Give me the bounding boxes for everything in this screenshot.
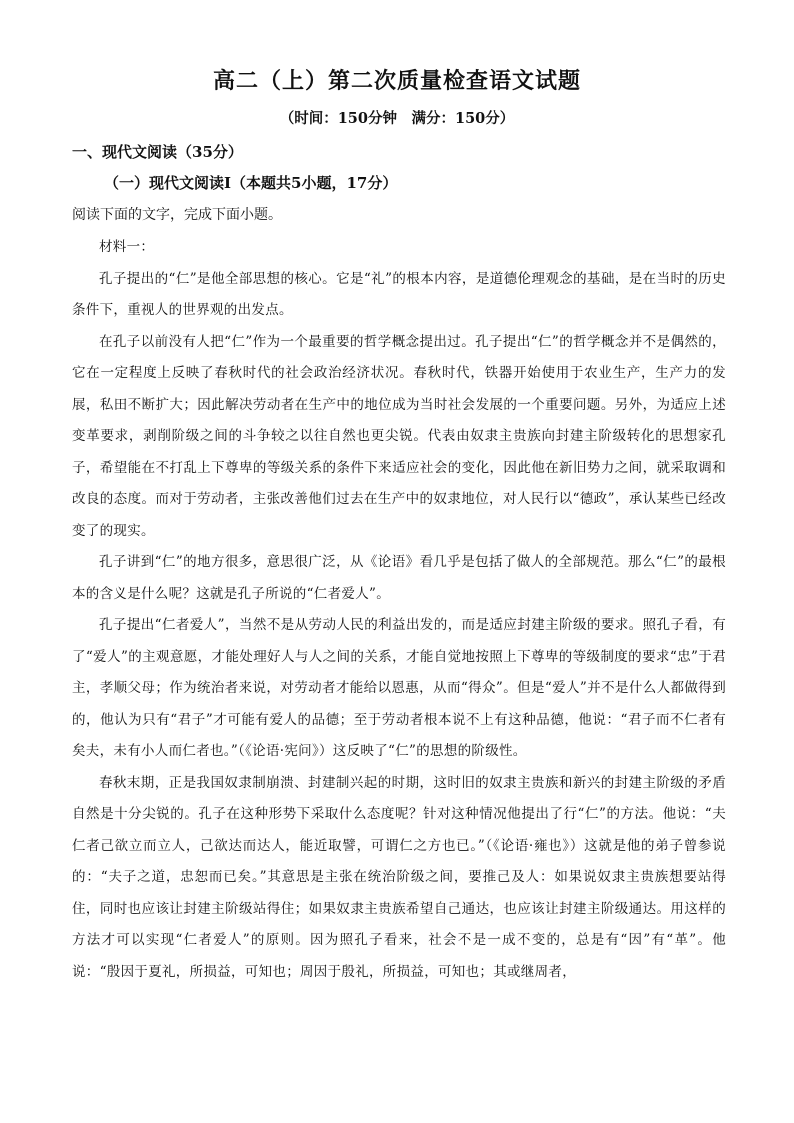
page-title: 高二（上）第二次质量检查语文试题 [212, 68, 581, 94]
passage-paragraph: 在孔子以前没有人把“仁”作为一个最重要的哲学概念提出过。孔子提出“仁”的哲学概念并不是偶然的，它在一定程度上反映了春秋时代的社会政治经济状况。春秋时代，铁器开始使用于农业生产，生产力的发展，私田不断扩大；因此解决劳动者在生产中的地位成为当时社会发展的一个重要问题。另外，为适应上述变革要求，剥削阶级之间的斗争较之以往自然也更尖锐。代表由奴隶主贵族向封建主阶级转化的思想家孔子，希望能在不打乱上下尊卑的等级关系的条件下来适应社会的变化，因此他在新旧势力之间，就采取调和改良的态度。而对于劳动者，主张改善他们过去在生产中的奴隶地位，对人民行以“德政”，承认某些已经改变了的现实。 [72, 333, 726, 539]
instruction-text: 阅读下面的文字，完成下面小题。 [72, 207, 282, 223]
section-heading: 一、现代文阅读（35分） [72, 143, 243, 161]
subsection-heading: （一）现代文阅读Ⅰ（本题共5小题，17分） [104, 174, 398, 192]
passage-paragraph: 孔子提出的“仁”是他全部思想的核心。它是“礼”的根本内容，是道德伦理观念的基础，是在当时的历史条件下，重视人的世界观的出发点。 [72, 270, 726, 318]
exam-time-and-score: （时间：150分钟 满分：150分） [279, 110, 515, 127]
reading-passage [72, 232, 726, 988]
material-label: 材料一： [99, 239, 155, 255]
passage-paragraph: 孔子提出“仁者爱人”，当然不是从劳动人民的利益出发的，而是适应封建主阶级的要求。照孔子看，有了“爱人”的主观意愿，才能处理好人与人之间的关系，才能自觉地按照上下尊卑的等级制度的要求“忠”于君主，孝顺父母；作为统治者来说，对劳动者才能给以恩惠，从而“得众”。但是“爱人”并不是什么人都做得到的，他认为只有“君子”才可能有爱人的品德；至于劳动者根本说不上有这种品德，他说：“君子而不仁者有矣夫，未有小人而仁者也。”（《论语·宪问》）这反映了“仁”的思想的阶级性。 [72, 617, 726, 759]
passage-paragraph: 孔子讲到“仁”的地方很多，意思很广泛，从《论语》看几乎是包括了做人的全部规范。那么“仁”的最根本的含义是什么呢？这就是孔子所说的“仁者爱人”。 [72, 554, 726, 602]
passage-paragraph: 春秋末期，正是我国奴隶制崩溃、封建制兴起的时期，这时旧的奴隶主贵族和新兴的封建主阶级的矛盾自然是十分尖锐的。孔子在这种形势下采取什么态度呢？针对这种情况他提出了行“仁”的方法。他说：“夫仁者己欲立而立人，己欲达而达人，能近取譬，可谓仁之方也已。”（《论语·雍也》）这就是他的弟子曾参说的：“夫子之道，忠恕而已矣。”其意思是主张在统治阶级之间，要推己及人：如果说奴隶主贵族想要站得住，同时也应该让封建主阶级站得住；如果奴隶主贵族希望自己通达，也应该让封建主阶级通达。用这样的方法才可以实现“仁者爱人”的原则。因为照孔子看来，社会不是一成不变的，总是有“因”有“革”。他说：“殷因于夏礼，所损益，可知也；周因于殷礼，所损益，可知也；其或继周者， [72, 774, 726, 980]
